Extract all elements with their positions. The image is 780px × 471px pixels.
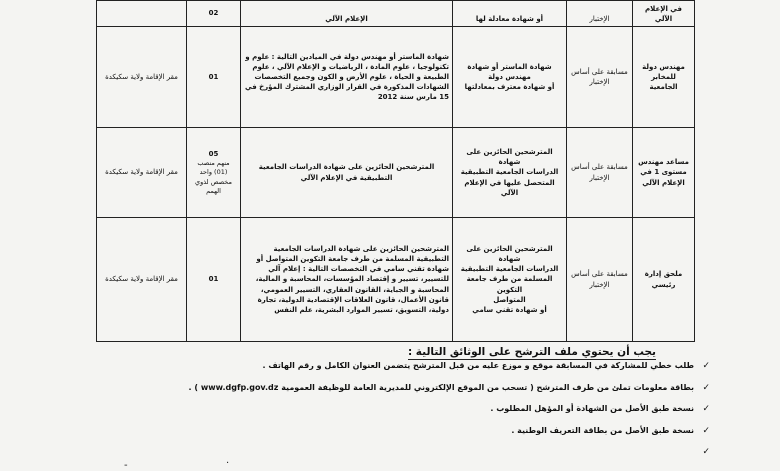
post-title-cell: ملحق إدارة رئيسي bbox=[633, 218, 695, 342]
qualification-cell bbox=[453, 128, 567, 218]
qualification-line: المتواصل bbox=[493, 295, 526, 304]
list-item bbox=[220, 360, 710, 382]
post-title-cell: مساعد مهندس مستوى 1 في الإعلام الآلي bbox=[633, 128, 695, 218]
qualification-line: شهادة الماستر أو شهادة مهندس دولة bbox=[467, 62, 552, 81]
specialties-cell: المترشحين الحائزين على شهادة الدراسات الجامعية التطبيقية المسلمة من طرف جامعة التكوين المتواصل أو شهادة تقني سامي في التخصصات التالية : إعلام آلي للتسيير، تسيير و إقتصاد المؤسسات، المحاسبة و المالية، المحاسبة و الجباية، القانون العقاري، التسيير العمومي، قانون الأعمال، قانون العلاقات الإقتصادية الدولية، تجارة دولية، التسويق، تسيير الموارد البشرية، علم النفس bbox=[241, 218, 453, 342]
document-text: نسخة طبق الأصل من الشهادة أو المؤهل المطلوب . bbox=[490, 404, 694, 413]
positions-count-cell bbox=[187, 128, 241, 218]
qualification-line: الدراسات الجامعية التطبيقية bbox=[460, 265, 559, 274]
document-text: طلب خطي للمشاركة في المسابقة موقع و موزع عليه من قبل المترشح يتضمن العنوان الكامل و رقم الهاتف . bbox=[262, 361, 694, 370]
location-cell: مقر الإقامة ولاية سكيكدة bbox=[97, 27, 187, 128]
qualification-cell bbox=[453, 1, 567, 27]
qualification-line: أو شهادة معادلة لها bbox=[475, 14, 544, 23]
required-documents-list bbox=[188, 360, 710, 457]
checkmark-icon: ✓ bbox=[702, 447, 710, 457]
positions-count: 05 bbox=[208, 149, 219, 158]
specialties-cell: المترشحين الحائزين على شهادة الدراسات الجامعية التطبيقية في الإعلام الآلي bbox=[241, 128, 453, 218]
required-documents-title: يجب أن يحتوي ملف الترشح على الوثائق التالية : bbox=[407, 346, 656, 358]
table-row bbox=[97, 1, 695, 27]
list-item bbox=[220, 403, 710, 425]
post-title-cell: في الإعلام الآلي bbox=[633, 1, 695, 27]
recruitment-mode-cell: مسابقة على أساس الإختبار bbox=[567, 27, 633, 128]
list-item bbox=[220, 425, 710, 447]
recruitment-mode-cell: الإختبار bbox=[567, 1, 633, 27]
specialties-cell: الإعلام الآلي bbox=[241, 1, 453, 27]
post-title-cell: مهندس دولة للمخابر الجامعية bbox=[633, 27, 695, 128]
qualification-line: المتحصل عليها في الإعلام الآلي bbox=[464, 178, 555, 197]
checkmark-icon: ✓ bbox=[702, 361, 710, 371]
qualification-line: المترشحين الحائزين على شهادة bbox=[466, 245, 553, 264]
table-row bbox=[97, 128, 695, 218]
positions-table bbox=[96, 0, 695, 342]
checkmark-icon: ✓ bbox=[702, 382, 710, 393]
qualification-line: الدراسات الجامعية التطبيقية bbox=[460, 168, 559, 177]
location-cell: مقر الإقامة ولاية سكيكدة bbox=[97, 128, 187, 218]
qualification-cell bbox=[453, 27, 567, 128]
qualification-line: المسلمة من طرف جامعة التكوين bbox=[466, 275, 553, 294]
checkmark-icon: ✓ bbox=[702, 425, 710, 436]
required-documents-section bbox=[188, 346, 710, 457]
location-cell bbox=[97, 1, 187, 27]
specialties-cell: شهادة الماستر أو مهندس دولة في الميادين التالية : علوم و تكنولوجيا ، علوم المادة ، الرياضيات و الإعلام الآلي ، علوم الطبيعة و الحياة ، علوم الأرض و الكون وجميع التخصصات الشهادات المذكورة في القرار الوزاري المشترك المؤرخ في 15 مارس سنة 2012 bbox=[241, 27, 453, 128]
scan-speck-icon: · bbox=[226, 458, 230, 469]
list-item bbox=[220, 446, 710, 456]
recruitment-mode-cell: مسابقة على أساس الإختبار bbox=[567, 128, 633, 218]
positions-count-cell: 02 bbox=[187, 1, 241, 27]
document-text: بطاقة معلومات تملئ من طرف المترشح ( تسحب من الموقع الإلكتروني للمديرية العامة للوظيفة العمومية www.dgfp.gov.dz ) . bbox=[188, 382, 694, 392]
document-text: نسخة طبق الأصل من بطاقة التعريف الوطنية . bbox=[511, 425, 694, 435]
recruitment-mode-cell: مسابقة على أساس الإختبار bbox=[567, 218, 633, 342]
scan-speck-icon: - bbox=[124, 460, 128, 471]
qualification-cell bbox=[453, 218, 567, 342]
positions-count-cell: 01 bbox=[187, 27, 241, 128]
qualification-line: أو شهادة تقني سامي bbox=[472, 305, 547, 314]
positions-count-note: منهم منصب (01) واحد مخصص لذوي الهمم bbox=[195, 158, 232, 195]
qualification-line: أو شهادة معترف بمعادلتها bbox=[464, 83, 555, 92]
table-row bbox=[97, 27, 695, 128]
location-cell: مقر الإقامة ولاية سكيكدة bbox=[97, 218, 187, 342]
table-row bbox=[97, 218, 695, 342]
checkmark-icon: ✓ bbox=[702, 404, 710, 414]
positions-count-cell: 01 bbox=[187, 218, 241, 342]
qualification-line: المترشحين الحائزين على شهادة bbox=[466, 148, 553, 167]
list-item bbox=[188, 382, 710, 404]
